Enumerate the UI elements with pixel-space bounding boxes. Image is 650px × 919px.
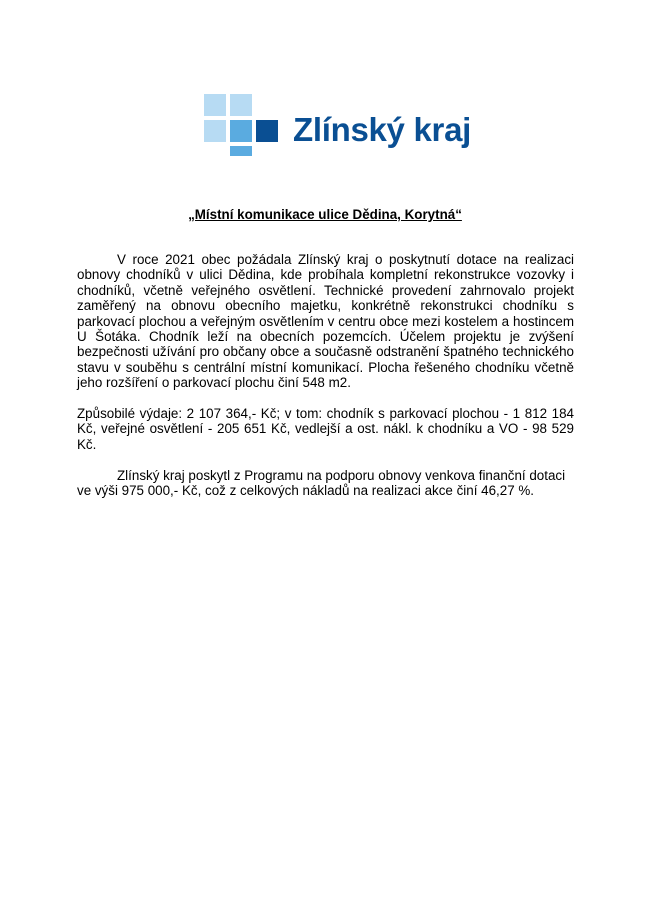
logo-square-light-mid-left <box>204 120 226 142</box>
paragraph-project-description: V roce 2021 obec požádala Zlínský kraj o poskytnutí dotace na realizaci obnovy chodníků v ulici Dědina, kde probíhala kompletní rekonstrukce vozovky i chodníků, včetně veřejného osvětlení. Technické provedení zahrnovalo projekt zaměřený na obnovu obecního majetku, konkrétně rekonstrukci chodníku s parkovací plochou a veřejným osvětlením v centru obce mezi kostelem a hostincem U Šotáka. Chodník leží na obecních pozemcích. Účelem projektu je zvýšení bezpečnosti užívání pro občany obce a současně odstranění špatného technického stavu v souběhu s centrální místní komunikací. Plocha řešeného chodníku včetně jeho rozšíření o parkovací plochu činí 548 m2. <box>77 252 574 391</box>
logo-square-light-top-right <box>230 94 252 116</box>
document-title: „Místní komunikace ulice Dědina, Korytná“ <box>188 207 462 222</box>
document-body <box>77 252 574 514</box>
paragraph-grant-amount: Zlínský kraj poskytl z Programu na podporu obnovy venkova finanční dotaci ve výši 975 000,- Kč, což z celkových nákladů na realizaci akce činí 46,27 %. <box>77 467 566 499</box>
logo-square-medium-bottom-mid <box>230 146 252 156</box>
logo-wordmark: Zlínský kraj <box>293 111 471 148</box>
logo-square-light-top-left <box>204 94 226 116</box>
zlinsky-kraj-logo <box>204 94 471 156</box>
paragraph-eligible-expenses: Způsobilé výdaje: 2 107 364,- Kč; v tom: chodník s parkovací plochou - 1 812 184 Kč, veřejné osvětlení - 205 651 Kč, vedlejší a ost. nákl. k chodníku a VO - 98 529 Kč. <box>77 406 574 452</box>
logo-square-medium-mid <box>230 120 252 142</box>
logo-square-dark-mid-right <box>256 120 278 142</box>
